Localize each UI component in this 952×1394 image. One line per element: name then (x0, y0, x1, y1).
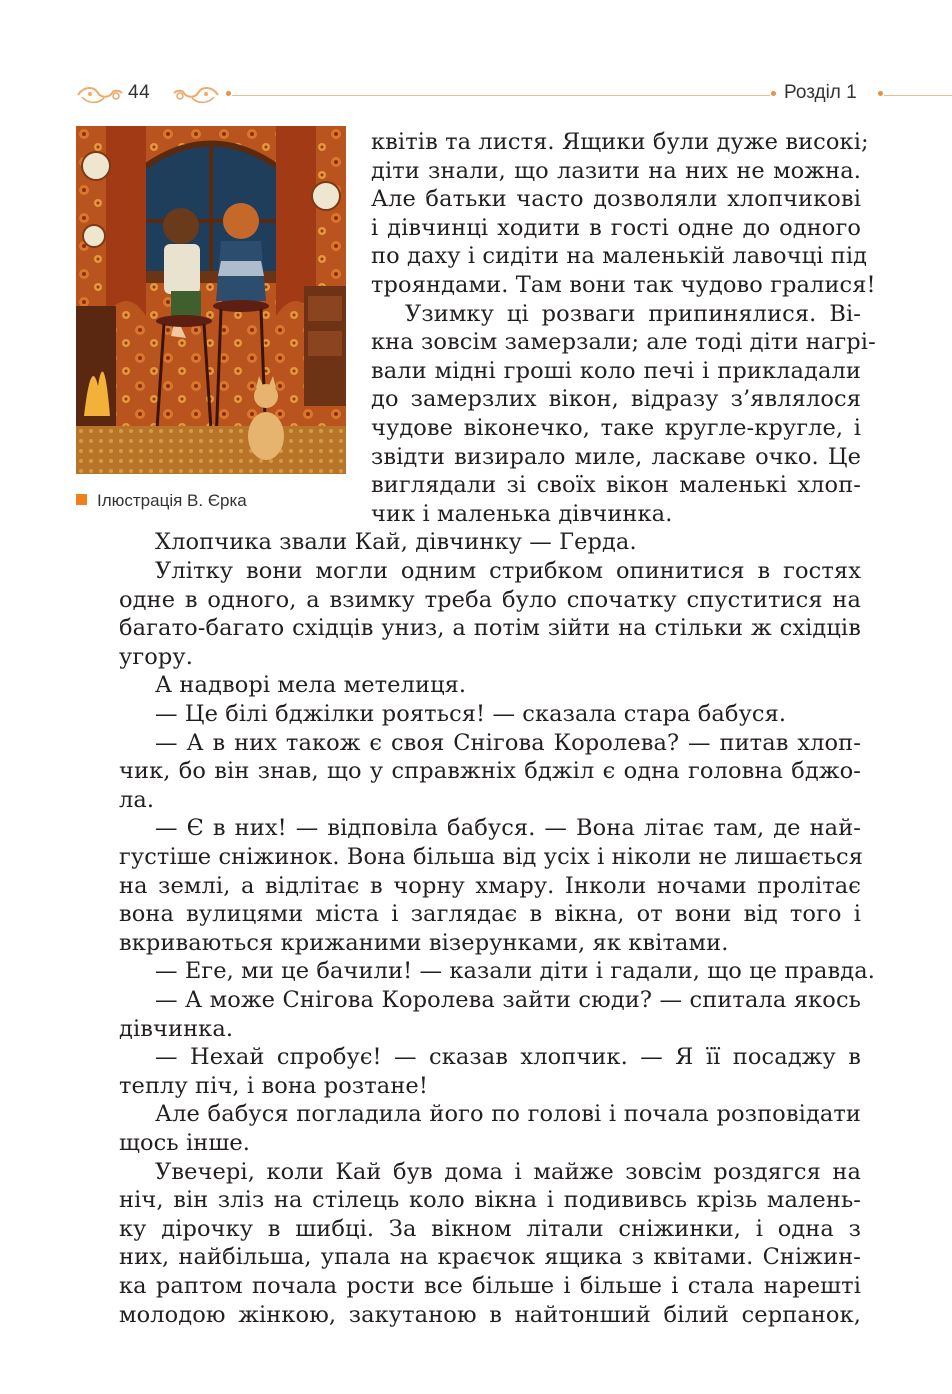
text-line: квітів та листя. Ящики були дуже високі; (371, 129, 869, 155)
text-line: Але батьки часто дозволяли хлопчикові (371, 186, 861, 213)
text-line: чик, бо він знав, що у справжніх бджіл є одна головна бджо- (119, 758, 861, 785)
text-line: трояндами. Там вони так чудово гралися! (371, 272, 876, 298)
rule-dot-right (771, 91, 776, 96)
text-line: Увечері, коли Кай був дома і майже зовсім роздягся на (155, 1158, 861, 1185)
section-label: Розділ 1 (784, 82, 857, 103)
text-line: ку дірочку в шибці. За вікном літали сніжинки, і одна з (119, 1215, 861, 1242)
text-line: — Це білі бджілки рояться! — сказала стара бабуся. (155, 701, 787, 727)
right-ornament-icon (170, 84, 220, 106)
text-line: діти знали, що лазити на них не можна. (371, 157, 861, 184)
text-line: Улітку вони могли одним стрибком опинитися в гостях (155, 558, 861, 584)
text-line: ніч, він зліз на стілець коло вікна і подививсь крізь малень- (119, 1187, 861, 1214)
header-rule (232, 95, 770, 96)
text-line: Але бабуся погладила його по голові і почала розповідати (155, 1101, 861, 1128)
text-line: теплу піч, і вона розтане! (119, 1072, 428, 1099)
text-line: — Еге, ми це бачили! — казали діти і гадали, що це правда. (155, 958, 875, 985)
text-line: — Нехай спробує! — сказав хлопчик. — Я її посаджу в (155, 1044, 861, 1071)
illustration (76, 126, 346, 474)
text-line: Узимку ці розваги припинялися. Ві- (405, 300, 861, 327)
page-number: 44 (128, 82, 151, 103)
text-line: — А в них також є своя Снігова Королева? — питав хлоп- (155, 729, 861, 756)
text-line: Хлопчика звали Кай, дівчинку — Герда. (155, 529, 637, 556)
text-line: вали мідні гроші коло печі і прикладали (371, 357, 861, 384)
text-line: чик і маленька дівчинка. (371, 500, 673, 527)
text-line: чудове віконечко, таке кругле-кругле, і (371, 415, 861, 441)
illustration-caption: Ілюстрація В. Єрка (76, 491, 247, 511)
text-line: А надворі мела метелиця. (155, 672, 467, 699)
text-line: на землі, а відлітає в чорну хмару. Інколи ночами пролітає (119, 872, 861, 899)
rule-dot-left (226, 91, 231, 96)
text-line: до замерзлих вікон, відразу з’являлося (371, 386, 861, 413)
illustration-image (76, 126, 346, 474)
text-line: щось інше. (119, 1130, 251, 1156)
text-line: — Є в них! — відповіла бабуся. — Вона літає там, де най- (155, 815, 861, 842)
text-line: і дівчинці ходити в гості одне до одного (371, 214, 861, 241)
text-line: кна зовсім замерзали; але тоді діти нагрі- (371, 329, 876, 356)
caption-marker-icon (76, 494, 87, 505)
page-header (0, 78, 952, 112)
text-line: виглядали зі своїх вікон маленькі хлоп- (371, 472, 861, 499)
text-line: ла. (119, 786, 155, 813)
rule-dot-far (878, 91, 883, 96)
text-line: звідти визирало миле, ласкаве очко. Це (371, 443, 861, 470)
text-line: вона вулицями міста і заглядає в вікна, от вони від того і (119, 901, 861, 928)
text-line: них, найбільша, упала на краєчок ящика з квітами. Сніжин- (119, 1244, 861, 1271)
text-line: угору. (119, 643, 193, 670)
text-line: одне в одного, а взимку треба було спочатку спуститися на (119, 586, 861, 613)
text-line: вкриваються крижаними візерунками, як квітами. (119, 929, 729, 956)
text-line: по даху і сидіти на маленькій лавочці під (371, 243, 868, 270)
text-line: дівчинка. (119, 1015, 234, 1042)
text-line: багато-багато східців униз, а потім зійти на стільки ж східців (119, 615, 861, 642)
left-ornament-icon (76, 84, 126, 106)
text-line: молодою жінкою, закутаною в найтонший білий серпанок, (119, 1301, 861, 1328)
text-line: ка раптом почала рости все більше і більше і стала нарешті (119, 1273, 861, 1299)
header-rule-right (884, 95, 952, 96)
text-line: — А може Снігова Королева зайти сюди? — спитала якось (155, 987, 861, 1013)
text-line: густіше сніжинок. Вона більша від усіх і ніколи не лишається (119, 844, 863, 870)
